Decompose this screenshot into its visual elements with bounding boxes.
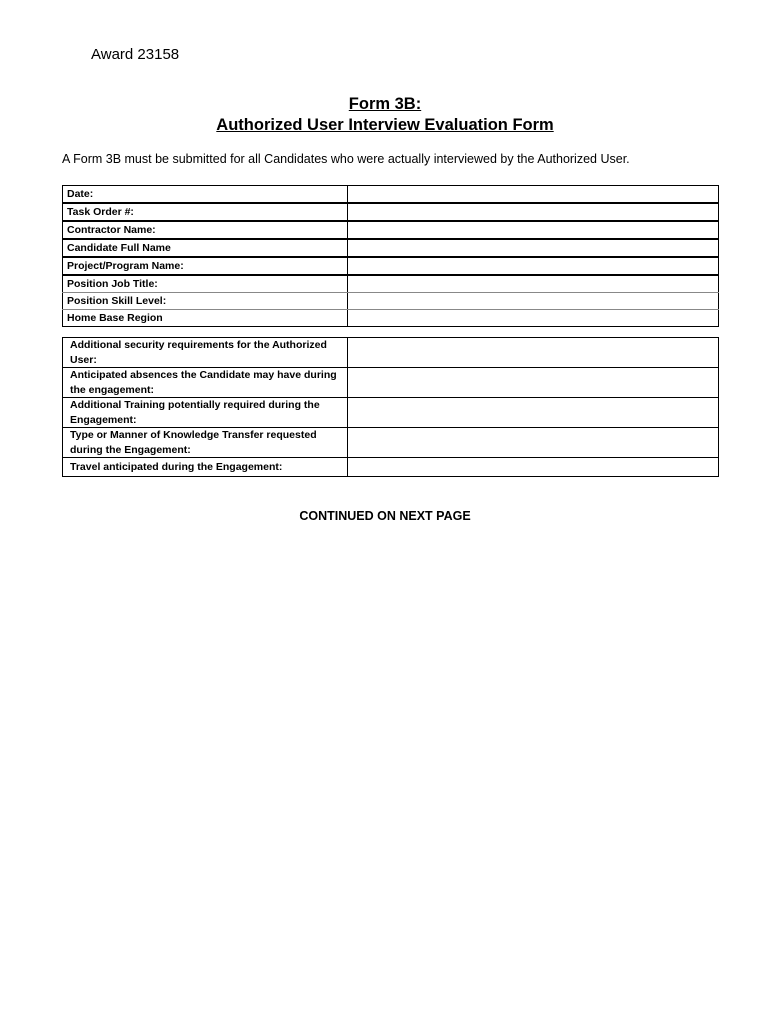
task-order-field[interactable] bbox=[348, 203, 719, 221]
table-row bbox=[63, 368, 719, 398]
project-program-name-label: Project/Program Name: bbox=[63, 257, 348, 275]
engagement-details-table bbox=[62, 337, 719, 477]
table-row bbox=[63, 293, 719, 310]
contractor-name-label: Contractor Name: bbox=[63, 221, 348, 239]
contractor-name-field[interactable] bbox=[348, 221, 719, 239]
table-row bbox=[63, 203, 719, 221]
anticipated-absences-label: Anticipated absences the Candidate may have during the engagement: bbox=[63, 368, 348, 398]
form-number: Form 3B: bbox=[348, 95, 422, 113]
intro-text: A Form 3B must be submitted for all Candidates who were actually interviewed by the Authorized User. bbox=[62, 152, 630, 166]
table-row bbox=[63, 398, 719, 428]
position-skill-level-label: Position Skill Level: bbox=[63, 293, 348, 310]
additional-training-label: Additional Training potentially required during the Engagement: bbox=[63, 398, 348, 428]
home-base-region-label: Home Base Region bbox=[63, 310, 348, 327]
date-field[interactable] bbox=[348, 186, 719, 204]
form-title: Authorized User Interview Evaluation Form bbox=[216, 116, 554, 134]
date-label: Date: bbox=[63, 186, 348, 204]
table-row bbox=[63, 221, 719, 239]
additional-training-field[interactable] bbox=[348, 398, 719, 428]
table-row bbox=[63, 310, 719, 327]
anticipated-absences-field[interactable] bbox=[348, 368, 719, 398]
candidate-info-table bbox=[62, 185, 719, 327]
knowledge-transfer-field[interactable] bbox=[348, 428, 719, 458]
security-requirements-field[interactable] bbox=[348, 338, 719, 368]
candidate-full-name-label: Candidate Full Name bbox=[63, 239, 348, 257]
table-row bbox=[63, 458, 719, 477]
continued-notice: CONTINUED ON NEXT PAGE bbox=[299, 509, 471, 523]
table-row bbox=[63, 257, 719, 275]
security-requirements-label: Additional security requirements for the Authorized User: bbox=[63, 338, 348, 368]
table-row bbox=[63, 239, 719, 257]
table-row bbox=[63, 275, 719, 293]
table-row bbox=[63, 186, 719, 204]
form-title-block bbox=[0, 94, 770, 136]
position-job-title-field[interactable] bbox=[348, 275, 719, 293]
table-row bbox=[63, 338, 719, 368]
position-job-title-label: Position Job Title: bbox=[63, 275, 348, 293]
candidate-full-name-field[interactable] bbox=[348, 239, 719, 257]
travel-anticipated-label: Travel anticipated during the Engagement: bbox=[63, 458, 348, 477]
position-skill-level-field[interactable] bbox=[348, 293, 719, 310]
home-base-region-field[interactable] bbox=[348, 310, 719, 327]
award-number: Award 23158 bbox=[91, 46, 180, 63]
task-order-label: Task Order #: bbox=[63, 203, 348, 221]
knowledge-transfer-label: Type or Manner of Knowledge Transfer requested during the Engagement: bbox=[63, 428, 348, 458]
travel-anticipated-field[interactable] bbox=[348, 458, 719, 477]
table-row bbox=[63, 428, 719, 458]
project-program-name-field[interactable] bbox=[348, 257, 719, 275]
